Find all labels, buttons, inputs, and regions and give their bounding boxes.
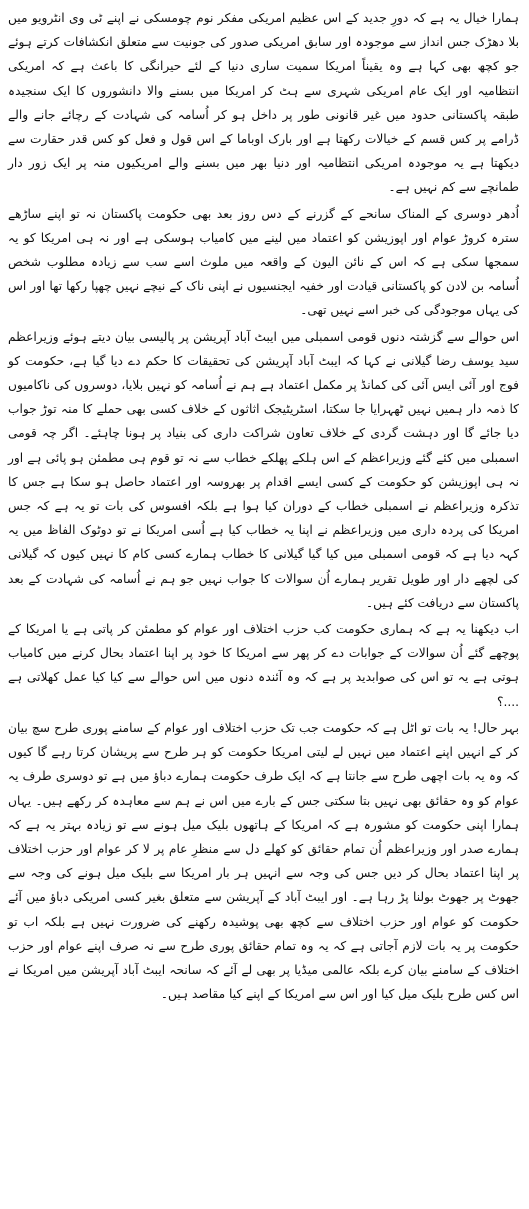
article-paragraph: اب دیکھنا یہ ہے کہ ہماری حکومت کب حزب اختلاف اور عوام کو مطمئن کر پاتی ہے یا امریکا کے پوچھے گئے اُن سوالات کے جوابات دے کر پھر سے امریکا کا خود پر اپنا اعتماد بحال کرنے میں کامیاب ہوتی ہے یہ تو اس کی صوابدید پر ہے کہ وہ آئندہ دنوں میں اس حوالے سے کیا کیا عمل کھلاتی ہے ....؟	[8, 622, 519, 709]
article-paragraph: اُدھر دوسری کے المناک سانحے کے گزرنے کے دس روز بعد بھی حکومت پاکستان نہ تو اپنے ساڑھے سترہ کروڑ عوام اور اپوزیشن کو اعتماد میں لینے میں کامیاب ہوسکی ہے اور نہ ہی امریکا کو یہ سمجھا سکی ہے کہ اس کے نائن الیون کے واقعہ میں ملوث اسے سب سے زیادہ مطلوب شخص اُسامہ بن لادن کو پاکستانی قیادت اور خفیہ ایجنسیوں نے اپنی ناک کے نیچے نہیں چھپا رکھا تھا اور اس کی یہاں موجودگی کی خبر اسے نہیں تھی۔	[8, 206, 519, 318]
article-paragraph: بہر حال! یہ بات تو اٹل ہے کہ حکومت جب تک حزب اختلاف اور عوام کے سامنے پوری طرح سچ بیان کر کے انہیں اپنے اعتماد میں نہیں لے لیتی امریکا حکومت کو ہر طرح سے پریشان کرتا رہے گا کیوں کہ وہ یہ بات اچھی طرح سے جانتا ہے کہ ایک طرف حکومت ہمارے دباؤ میں ہے تو دوسری طرف یہ عوام کو وہ حقائق بھی نہیں بتا سکتی جس کے بارے میں اس نے ہم سے معاہدہ کر رکھے ہیں۔ یہاں ہمارا اپنی حکومت کو مشورہ ہے کہ امریکا کے ہاتھوں بلیک میل ہونے سے تو زیادہ بہتر یہ ہے کہ ہمارے صدر اور وزیراعظم اُن تمام حقائق کو کھلے دل سے منظرِ عام پر لا کر عوام اور حزب اختلاف پر اپنا اعتماد بحال کر دیں جس کی وجہ سے انہیں ہر بار امریکا سے بلیک میل ہونے کی وجہ سے جھوٹ پر جھوٹ بولنا پڑ رہا ہے۔ اور ایبٹ آباد کے آپریشن سے متعلق بغیر کسی امریکی دباؤ میں آئے حکومت کو عوام اور حزب اختلاف سے کچھ بھی پوشیدہ رکھنے کی ضرورت نہیں ہے بلکہ اب تو حکومت پر یہ بات لازم آجاتی ہے کہ یہ وہ تمام حقائق پوری طرح سے نہ صرف اپنے عوام اور حزب اختلاف کے سامنے بیان کرے بلکہ عالمی میڈیا پر بھی لے آئے کہ سانحہ ایبٹ آباد آپریشن میں امریکا نے اس کس طرح بلیک میل کیا اور اس سے امریکا کے اپنے کیا مقاصد ہیں۔	[8, 720, 519, 1002]
article-paragraph: اس حوالے سے گزشتہ دنوں قومی اسمبلی میں ایبٹ آباد آپریشن پر پالیسی بیان دیتے ہوئے وزیراعظم سید یوسف رضا گیلانی نے کہا کہ ایبٹ آباد آپریشن کی تحقیقات کا حکم دے دیا گیا ہے، حکومت کو فوج اور آئی ایس آئی کی کمانڈ پر مکمل اعتماد ہے ہم نے اُسامہ کو نہیں بلایا، دوسروں کی ناکامیوں کا ذمہ دار ہمیں نہیں ٹھہرایا جا سکتا، اسٹریٹیجک اثاثوں کے خلاف کسی بھی حملے کا منہ توڑ جواب دیا جائے گا اور دہشت گردی کے خلاف تعاون شراکت داری کی بنیاد پر ہونا چاہئے۔ اگر چہ قومی اسمبلی میں کئے گئے وزیراعظم کے اس ہلکے پھلکے خطاب سے نہ تو قوم ہی مطمئن ہو پائی ہے اور نہ ہی اپوزیشن کو حکومت کے کسی ایسے اقدام پر بھروسہ اور اعتماد حاصل ہو سکا ہے جس کا تذکرہ وزیراعظم نے اسمبلی خطاب کے دوران کیا ہوا ہے بلکہ افسوس کی بات تو یہ ہے کہ جس امریکا کی پردہ داری میں وزیراعظم نے اپنا یہ خطاب کیا ہے اُسی امریکا نے تو دوٹوک الفاظ میں یہ کہہ دیا ہے کہ قومی اسمبلی میں کیا گیا گیلانی کا خطاب ہمارے کسی کام کا نہیں کیوں کہ گیلانی کی لچھے دار اور طویل تقریر ہمارے اُن سوالات کا جواب نہیں جو ہم نے اُسامہ کی شہادت کے بعد پاکستان سے دریافت کئے ہیں۔	[8, 329, 519, 610]
article-paragraph: ہمارا خیال یہ ہے کہ دورِ جدید کے اس عظیم امریکی مفکر نوم چومسکی نے اپنے ٹی وی انٹرویو میں بلا دھڑک جس انداز سے موجودہ اور سابق امریکی صدور کی جونیت سے متعلق انکشافات کرتے ہوئے جو کچھ بھی کہا ہے وہ یقیناً امریکا سمیت ساری دنیا کے لئے حیرانگی کا باعث ہے کہ امریکی انتظامیہ اور ایک عام امریکی شہری سے ہٹ کر امریکا میں بسنے والا دانشوروں کا ایک سنجیدہ طبقہ پاکستانی حدود میں غیر قانونی طور پر داخل ہو کر اُسامہ کی شہادت کے رچائے جانے والے ڈرامے پر کس قسم کے خیالات رکھتا ہے اور بارک اوباما کے اس قول و فعل کو کس قدر حقارت سے دیکھتا ہے یہ موجودہ امریکی انتظامیہ اور دنیا بھر میں بسنے والے امریکیوں منہ پر ایک زور دار طمانچے سے کم نہیں ہے۔	[8, 11, 519, 195]
